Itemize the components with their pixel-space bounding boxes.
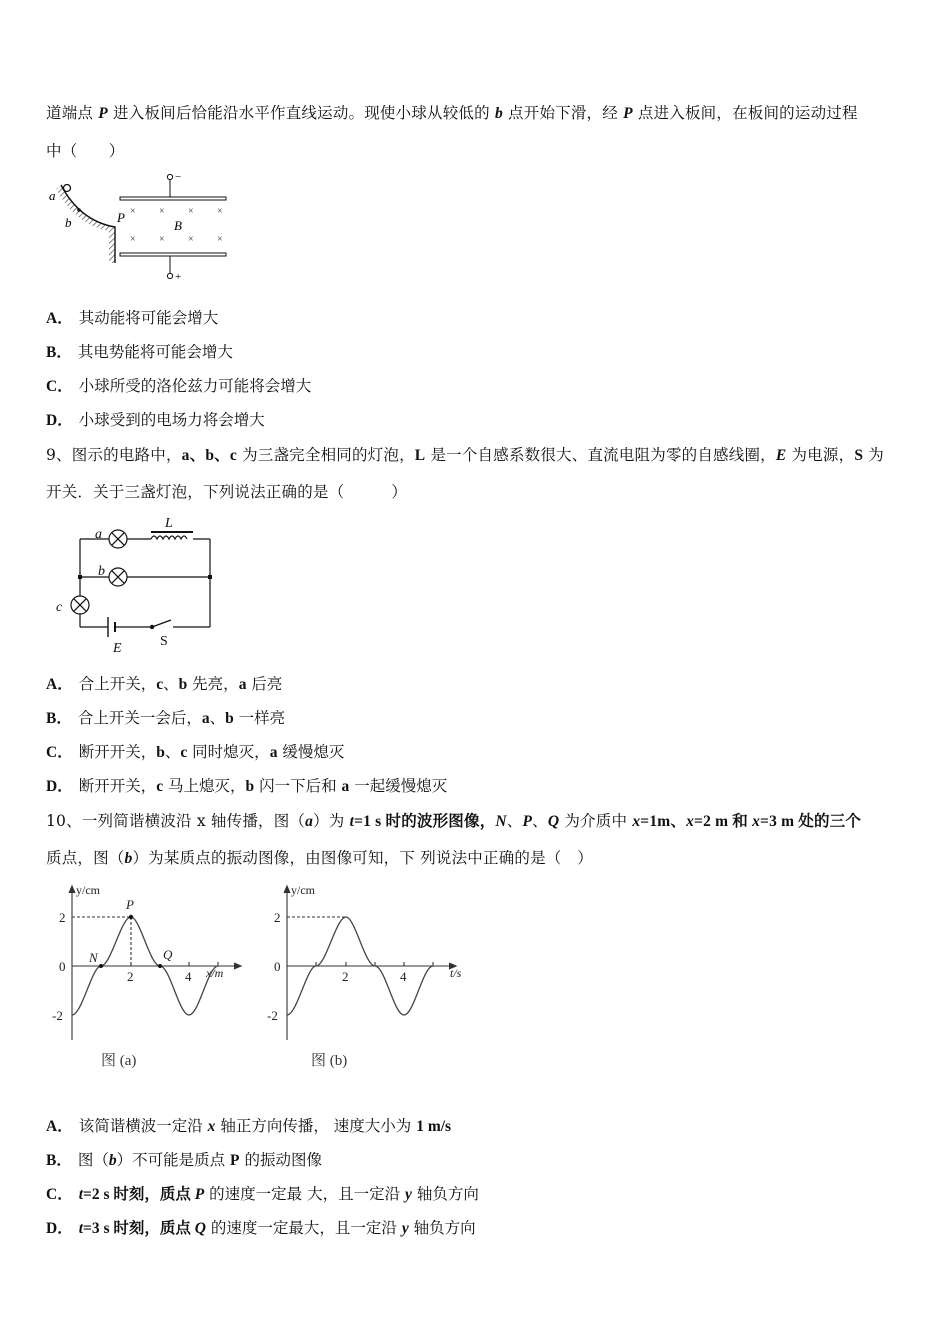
point-q-dot	[158, 964, 162, 968]
text: 的速度一定最大，且一定沿	[205, 1219, 402, 1237]
terminal-positive	[167, 273, 172, 278]
x-tick: 4	[400, 969, 407, 984]
top-plate	[120, 197, 226, 200]
text: ）为	[313, 812, 350, 830]
var: y	[405, 1186, 412, 1203]
plus-sign: +	[175, 271, 182, 283]
inductor-coil	[151, 536, 187, 539]
y-tick: -2	[52, 1008, 63, 1023]
var-p: P	[623, 105, 633, 122]
junction-dot	[78, 575, 82, 579]
var: t	[349, 813, 355, 830]
label-l: L	[165, 516, 173, 531]
label-p: P	[117, 210, 125, 225]
var: a	[238, 676, 247, 693]
q8-figure	[40, 165, 240, 285]
option-text: 其动能将可能会增大	[78, 309, 219, 327]
var: c	[180, 744, 188, 761]
var-s: S	[854, 447, 864, 464]
var: x	[632, 813, 641, 830]
var: P	[230, 1152, 240, 1169]
junction-dot	[208, 575, 212, 579]
point-n-label: N	[89, 950, 98, 965]
option-label: C．	[46, 378, 73, 395]
y-tick: 0	[274, 959, 281, 974]
switch-lever	[152, 620, 171, 627]
var: a	[269, 744, 278, 761]
text: 为	[863, 446, 884, 464]
text: 、	[164, 743, 181, 761]
wave-chart-b	[255, 875, 485, 1075]
option-label: C．	[46, 1186, 73, 1203]
text: ）为某质点的振动图像，由图像可知，下 列说法中正确的是（ ）	[132, 849, 593, 867]
var: Q	[547, 813, 560, 830]
var-p: P	[98, 105, 108, 122]
var: a	[201, 710, 210, 727]
q10-option-c[interactable]	[46, 1182, 479, 1204]
text: 断开开关，	[78, 743, 157, 761]
x-axis-label: x/m	[206, 966, 224, 980]
text: 一起缓慢熄灭	[349, 777, 448, 795]
option-label: A．	[46, 676, 73, 693]
text: 10、一列简谐横波沿 x 轴传播，图（	[46, 812, 306, 830]
svg-text:×: ×	[217, 206, 223, 217]
option-label: B．	[46, 1152, 72, 1169]
text: 图（	[77, 1151, 109, 1169]
option-label: D．	[46, 1220, 73, 1237]
x-axis-arrow	[234, 963, 241, 969]
text: 马上熄灭，	[163, 777, 246, 795]
var-abc: a、b、c	[181, 447, 237, 464]
option-label: D．	[46, 778, 73, 795]
lamp-c-icon	[71, 596, 89, 614]
text: =1 s 时的波形图像，	[354, 813, 496, 830]
q8-option-b[interactable]	[46, 340, 233, 362]
y-axis-arrow	[284, 886, 290, 893]
text: ）不可能是质点	[116, 1151, 231, 1169]
var: y	[401, 1220, 409, 1237]
label-s: S	[160, 634, 168, 649]
text: 后亮	[246, 675, 283, 693]
text: 、	[209, 709, 226, 727]
label-a: a	[95, 527, 102, 542]
var: x	[686, 813, 695, 830]
var: P	[522, 813, 533, 830]
q8-stem-line1	[46, 101, 858, 123]
wave-chart-a	[40, 875, 270, 1075]
var: b	[108, 1152, 117, 1169]
text: 质点，图（	[46, 849, 125, 867]
text: 9、图示的电路中，	[46, 446, 182, 464]
q9-option-a[interactable]	[46, 672, 282, 694]
q9-stem-line2: 开关．关于三盏灯泡，下列说法正确的是（ ）	[46, 483, 408, 501]
option-label: C．	[46, 744, 73, 761]
q8-option-c[interactable]	[46, 374, 311, 396]
var: a	[341, 778, 350, 795]
q9-circuit-figure	[40, 510, 230, 655]
q8-stem-line2: 中（ ）	[46, 142, 125, 160]
var: x	[207, 1118, 216, 1135]
y-tick: 0	[59, 959, 66, 974]
label-b: b	[98, 564, 105, 579]
var: b	[245, 778, 255, 795]
x-tick: 2	[127, 969, 134, 984]
var: t	[78, 1220, 84, 1237]
terminal-negative	[167, 174, 172, 179]
text: 轴负方向	[408, 1219, 476, 1237]
option-text: 小球受到的电场力将会增大	[78, 411, 265, 429]
var: a	[305, 813, 314, 830]
text: =3 s 时刻，质点	[83, 1220, 195, 1237]
text: =1m、	[640, 813, 687, 830]
label-e: E	[113, 641, 122, 656]
text: 道端点	[46, 104, 99, 122]
point-p-dot	[129, 915, 133, 919]
text: 为三盏完全相同的灯泡，	[236, 446, 415, 464]
text: 点开始下滑，经	[502, 104, 624, 122]
q8-option-d[interactable]	[46, 408, 265, 430]
text: =3 m 处的三个	[760, 813, 862, 830]
label-field-b: B	[174, 218, 182, 233]
q9-stem-line1	[46, 443, 884, 465]
text: =2 m 和	[694, 813, 753, 830]
lamp-b-icon	[109, 568, 127, 586]
text: 、	[532, 812, 548, 830]
text: 为电源，	[786, 446, 855, 464]
text: 、	[163, 675, 179, 693]
point-b-dot	[77, 208, 81, 212]
option-label: A．	[46, 310, 73, 327]
q10-stem-line1	[46, 809, 861, 831]
option-label: A．	[46, 1118, 73, 1135]
var: b	[124, 850, 133, 867]
text: 闪一下后和	[254, 777, 342, 795]
var: t	[78, 1186, 84, 1203]
y-tick: -2	[267, 1008, 278, 1023]
label-b: b	[65, 215, 72, 230]
svg-text:×: ×	[130, 234, 136, 245]
x-tick: 4	[185, 969, 192, 984]
var: c	[156, 778, 164, 795]
y-axis-arrow	[69, 886, 75, 893]
option-text: 其电势能将可能会增大	[77, 343, 233, 361]
option-text: 小球所受的洛伦兹力可能将会增大	[78, 377, 312, 395]
point-n-dot	[99, 964, 103, 968]
svg-text:×: ×	[217, 234, 223, 245]
y-axis-label: y/cm	[291, 883, 315, 897]
var-l: L	[414, 447, 426, 464]
text: 为介质中	[559, 812, 633, 830]
q10-option-a[interactable]	[46, 1114, 451, 1136]
text: 是一个自感系数很大、直流电阻为零的自感线圈，	[425, 446, 776, 464]
point-q-label: Q	[163, 947, 173, 962]
svg-text:×: ×	[188, 206, 194, 217]
y-tick: 2	[274, 910, 281, 925]
text: 先亮，	[187, 675, 239, 693]
text: 轴负方向	[411, 1185, 479, 1203]
ball-icon	[64, 185, 71, 192]
chart-caption-b: 图 (b)	[311, 1053, 348, 1069]
label-c: c	[56, 600, 63, 615]
var: P	[194, 1186, 205, 1203]
text: 点进入板间，在板间的运动过程	[632, 104, 858, 122]
text: 的振动图像	[239, 1151, 322, 1169]
label-a: a	[49, 188, 56, 203]
text: 轴正方向传播， 速度大小为	[215, 1117, 417, 1135]
svg-text:×: ×	[130, 206, 136, 217]
svg-text:×: ×	[159, 206, 165, 217]
text: 进入板间后恰能沿水平作直线运动。现使小球从较低的	[107, 104, 495, 122]
text: 该简谐横波一定沿	[78, 1117, 208, 1135]
var: Q	[194, 1220, 206, 1237]
y-tick: 2	[59, 910, 66, 925]
text: 同时熄灭，	[187, 743, 270, 761]
var: b	[178, 676, 188, 693]
var: N	[495, 813, 507, 830]
point-p-label: P	[126, 897, 134, 912]
lamp-a-icon	[109, 530, 127, 548]
option-label: B．	[46, 710, 72, 727]
q8-option-a[interactable]	[46, 306, 218, 328]
text: 、	[506, 812, 523, 830]
q10-option-b[interactable]	[46, 1148, 322, 1170]
y-axis-label: y/cm	[76, 883, 100, 897]
text: 断开开关，	[78, 777, 157, 795]
q10-stem-line2	[46, 846, 593, 868]
option-label: B．	[46, 344, 72, 361]
x-axis-label: t/s	[450, 966, 462, 980]
x-tick: 2	[342, 969, 349, 984]
text: 一样亮	[233, 709, 286, 727]
text: 缓慢熄灭	[277, 743, 345, 761]
chart-caption-a: 图 (a)	[101, 1053, 137, 1069]
text: 的速度一定最 大，且一定沿	[204, 1185, 406, 1203]
var: b	[156, 744, 165, 761]
var: c	[156, 676, 164, 693]
text: 合上开关一会后，	[77, 709, 202, 727]
q9-option-b[interactable]	[46, 706, 285, 728]
value: 1 m/s	[416, 1118, 452, 1135]
var-e: E	[775, 447, 787, 464]
minus-sign: −	[175, 171, 182, 183]
text: =2 s 时刻，质点	[83, 1186, 195, 1203]
option-label: D．	[46, 412, 73, 429]
var: x	[752, 813, 761, 830]
q9-option-c[interactable]	[46, 740, 344, 762]
q9-option-d[interactable]	[46, 774, 447, 796]
var: b	[225, 710, 234, 727]
svg-text:×: ×	[159, 234, 165, 245]
bottom-plate	[120, 253, 226, 256]
q10-option-d[interactable]	[46, 1216, 476, 1238]
var-b: b	[494, 105, 503, 122]
text: 合上开关，	[78, 675, 157, 693]
svg-text:×: ×	[188, 234, 194, 245]
switch-pivot	[150, 625, 154, 629]
